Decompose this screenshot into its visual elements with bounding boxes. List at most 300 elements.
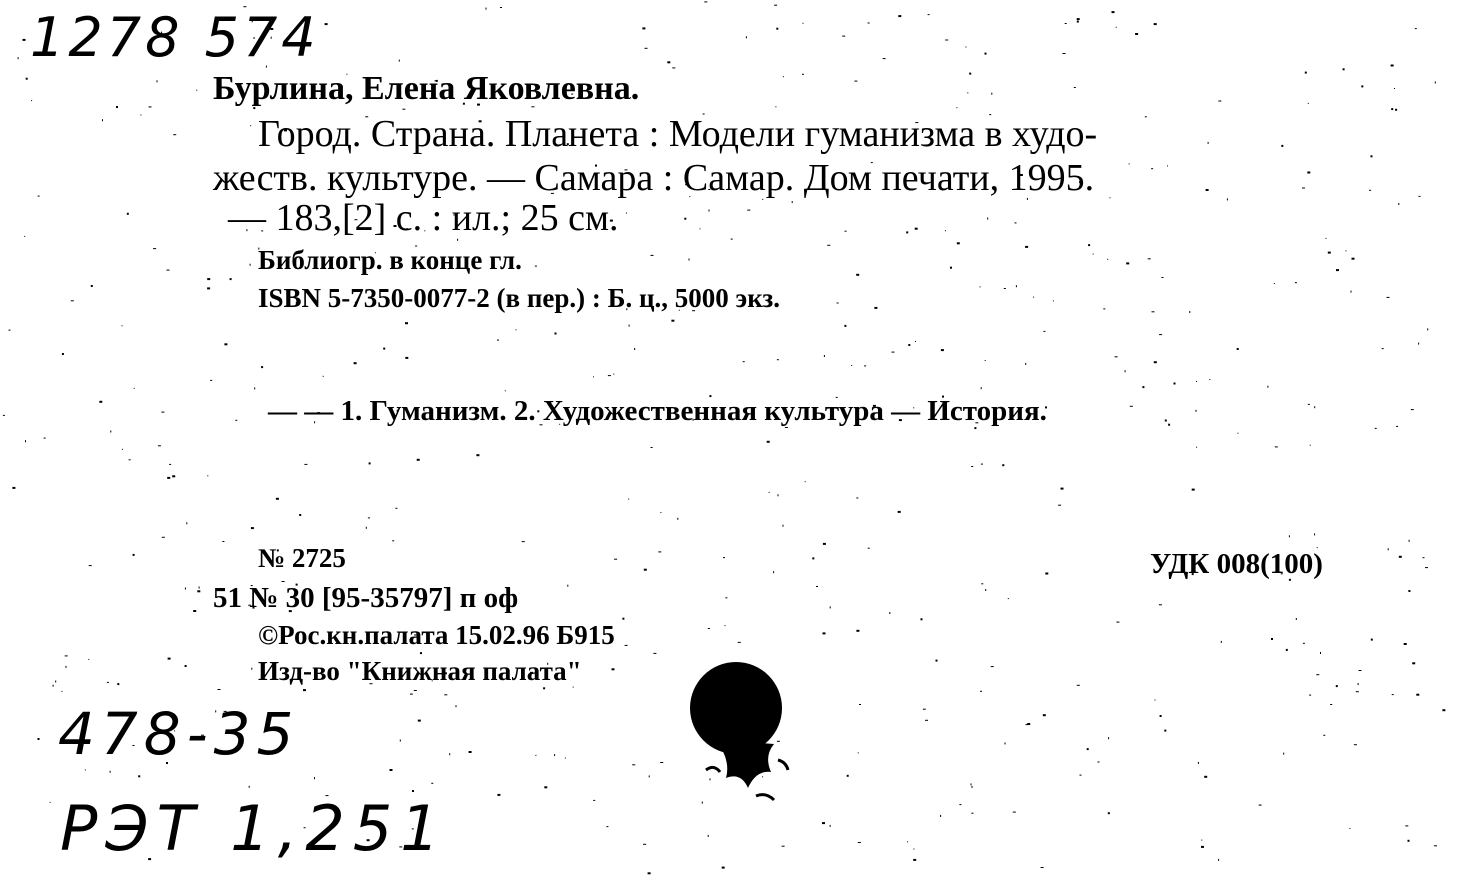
speck [925,720,928,721]
speck [392,540,394,541]
speck [1206,189,1209,191]
speck [158,445,161,446]
speck [1077,21,1079,23]
speck [299,514,301,516]
speck [261,366,263,368]
speck [99,401,102,403]
speck [991,666,994,667]
speck [725,625,726,626]
speck [23,39,26,41]
publisher-line: Изд-во "Книжная палата" [258,656,582,686]
speck [851,365,852,366]
speck [614,559,617,560]
speck [1308,404,1310,405]
speck [782,846,785,847]
speck [634,348,635,350]
author-heading: Бурлина, Елена Яковлевна. [213,70,640,107]
speck [323,376,324,377]
speck [854,81,857,82]
speck [366,527,367,529]
speck [1289,535,1290,537]
speck [149,106,152,107]
speck [1125,370,1126,372]
speck [1408,840,1410,842]
speck [971,466,973,467]
speck [722,867,725,869]
speck [1409,540,1410,542]
speck [671,320,674,322]
speck [138,775,140,777]
speck [368,517,370,518]
speck [1053,300,1054,301]
ink-stamp-blot [686,660,806,810]
speck [612,668,615,670]
speck [431,783,433,784]
speck [913,859,916,861]
speck [38,738,40,740]
speck [889,612,890,614]
speck [1394,88,1395,89]
speck [476,454,479,456]
speck [803,23,804,24]
speck [923,709,926,710]
speck [1126,262,1129,264]
speck [1063,53,1066,54]
speck [684,218,686,220]
speck [981,583,983,584]
speck [222,541,224,542]
speck [1405,825,1408,826]
speck [774,5,777,6]
speck [122,325,123,326]
speck [1061,488,1064,490]
speck [1008,598,1009,599]
speck [1074,87,1076,88]
speck [1349,828,1350,829]
speck [1310,445,1311,446]
speck [1116,622,1119,623]
speck [660,762,663,763]
speck [704,1,707,2]
speck [625,645,628,646]
speck [210,380,212,381]
speck [1151,168,1153,169]
speck [644,569,647,571]
speck [173,134,176,135]
speck [173,475,174,476]
speck [1369,190,1371,191]
speck [303,689,306,691]
speck [88,659,89,660]
speck [199,587,200,589]
speck [1218,101,1221,102]
speck [235,420,237,421]
handwritten-cipher: РЭТ 1,251 [60,792,448,865]
speck [1196,410,1197,412]
speck [369,462,371,464]
speck [708,835,709,837]
speck [1271,638,1273,640]
speck [950,267,952,269]
speck [185,665,187,667]
speck [1295,282,1297,283]
speck [1404,643,1407,645]
speck [1221,641,1222,643]
speck [1077,18,1080,20]
speck [792,201,793,203]
speck [969,73,971,75]
speck [1168,424,1170,426]
speck [38,196,40,197]
speck [1108,812,1110,814]
speck [418,720,421,722]
speck [25,440,26,442]
speck [842,36,845,37]
speck [629,325,630,327]
speck [400,740,401,742]
speck [1408,590,1410,592]
speck [1165,420,1167,422]
speck [1320,652,1321,654]
speck [1080,775,1082,776]
speck [777,359,779,360]
speck [1398,203,1399,205]
speck [651,255,654,256]
registration-line: 51 № 30 [95-35797] п оф [213,582,519,614]
speck [167,477,170,479]
speck [196,90,197,91]
speck [773,571,774,573]
speck [456,705,457,707]
speck [1016,285,1017,287]
speck [1129,163,1130,164]
speck [1359,670,1362,671]
speck [1109,197,1110,198]
speck [971,783,972,785]
speck [1259,805,1262,806]
speck [134,388,135,389]
speck [1088,244,1090,246]
speck [709,210,710,212]
speck [1142,386,1144,388]
speck [1328,252,1331,254]
speck [874,307,877,309]
speck [776,28,778,30]
speck [945,40,948,41]
speck [1427,328,1428,330]
speck [593,376,594,377]
speck [354,362,357,364]
speck [1033,297,1034,298]
speck [945,230,946,231]
speck [827,245,830,246]
speck [980,286,981,287]
speck [127,213,129,215]
speck [1004,288,1006,289]
speck [224,343,227,345]
speck [1025,246,1028,248]
speck [207,475,208,476]
speck [822,822,825,824]
speck [856,630,859,632]
speck [830,606,831,608]
speck [868,23,870,24]
speck [928,14,930,15]
speck [325,23,328,25]
speck [856,274,859,276]
speck [941,349,944,351]
speck [197,590,200,592]
speck [1423,557,1425,558]
speck [420,652,422,654]
speck [1107,259,1108,260]
speck [645,48,648,49]
speck [1274,283,1275,284]
speck [250,125,251,126]
speck [161,412,164,413]
speck [535,755,536,756]
speck [667,61,670,63]
speck [767,441,770,443]
speck [50,802,51,803]
speck [643,844,646,845]
speck [117,683,119,685]
speck [1159,334,1162,335]
speck [940,815,941,817]
speck [972,786,973,788]
speck [167,270,170,271]
speck [965,47,966,48]
speck [805,481,806,482]
speck [1375,428,1377,429]
speck [417,459,420,461]
speck [1323,735,1325,736]
speck [642,27,645,29]
speck [1361,85,1363,87]
speck [1419,196,1421,197]
speck [936,660,938,662]
speck [1302,188,1305,189]
speck [648,872,651,874]
speck [1093,254,1094,255]
speck [1392,694,1394,695]
speck [883,58,886,59]
speck [1025,363,1026,365]
speck [1346,250,1347,251]
title-line-2: жеств. культуре. — Самара : Самар. Дом печати, 1995. [213,157,1095,199]
speck [672,67,675,68]
speck [157,80,158,82]
speck [967,92,968,93]
speck [1002,464,1004,466]
speck [207,287,210,289]
speck [169,464,171,465]
speck [71,300,74,301]
speck [658,551,661,552]
speck [162,537,165,538]
speck [497,340,499,341]
speck [89,565,92,566]
speck [1015,222,1017,223]
speck [1043,331,1045,332]
speck [723,557,725,558]
speck [1307,172,1310,174]
card-number: № 2725 [258,543,346,573]
speck [1162,277,1164,278]
speck [102,119,103,121]
speck [1418,343,1419,345]
subject-headings: — — 1. Гуманизм. 2. Художественная культура — История. [268,395,1047,427]
speck [1371,639,1373,641]
speck [769,492,770,493]
speck [1208,142,1209,144]
speck [1065,23,1067,24]
speck [1160,715,1162,717]
speck [1196,381,1197,382]
speck [649,775,650,777]
speck [383,348,385,350]
speck [1305,72,1307,74]
speck [1013,812,1016,813]
speck [12,487,15,489]
speck [53,685,54,687]
speck [186,522,187,524]
speck [626,213,627,214]
speck [207,278,210,280]
speck [858,842,861,843]
speck [1174,383,1176,385]
speck [622,618,624,620]
speck [1167,165,1168,166]
speck [1041,867,1044,868]
speck [516,329,517,330]
speck [1077,685,1080,686]
speck [783,525,784,527]
speck [185,588,186,590]
speck [251,668,252,670]
speck [689,259,690,261]
speck [110,431,111,433]
isbn-line: ISBN 5-7350-0077-2 (в пер.) : Б. ц., 5000 экз. [258,283,780,313]
speck [26,78,28,80]
speck [1155,700,1156,701]
speck [1336,269,1339,271]
speck [140,115,141,116]
speck [402,109,405,110]
speck [1330,704,1332,705]
speck [823,632,826,634]
speck [959,804,961,805]
speck [1412,662,1415,664]
speck [1425,567,1428,568]
speck [1356,691,1359,692]
speck [249,786,250,788]
speck [500,7,502,8]
speck [1237,348,1239,350]
speck [783,76,784,77]
speck [1352,258,1355,260]
speck [985,360,986,361]
speck [193,610,196,612]
udk-classification: УДК 008(100) [1150,548,1323,580]
speck [915,228,918,230]
speck [1314,406,1315,408]
speck [898,15,901,17]
speck [1218,859,1219,861]
speck [1152,311,1155,312]
speck [1192,489,1195,491]
speck [65,655,68,656]
speck [107,682,109,683]
speck [1283,753,1284,755]
speck [1354,744,1357,745]
speck [3,415,5,416]
speck [987,218,988,220]
speck [1391,108,1393,110]
speck [554,754,555,756]
speck [565,758,566,759]
speck [1343,68,1345,70]
speck [250,264,251,266]
speck [1145,116,1147,117]
speck [168,658,171,660]
speck [847,775,849,777]
speck [660,512,661,513]
speck [230,278,232,280]
speck [129,459,131,460]
speck [1108,737,1109,739]
speck [1098,762,1100,763]
speck [304,464,307,465]
speck [1116,27,1117,28]
speck [802,74,804,75]
speck [746,36,747,38]
speck [1336,685,1338,687]
speck [1058,505,1061,506]
speck [913,849,914,850]
speck [907,841,908,842]
speck [1296,618,1297,620]
speck [747,210,750,211]
speck [957,242,960,244]
speck [837,303,839,304]
speck [1395,109,1397,111]
speck [1415,28,1417,29]
speck [1103,308,1105,309]
speck [991,93,992,95]
speck [908,344,910,346]
speck [9,330,11,331]
speck [1387,297,1390,298]
speck [543,687,545,689]
speck [608,375,611,376]
speck [980,691,982,692]
speck [1164,730,1166,732]
speck [399,60,400,62]
speck [1227,198,1228,200]
speck [1358,683,1359,685]
speck [555,333,557,335]
speck [1154,23,1157,25]
speck [1159,604,1162,605]
speck [830,825,831,827]
speck [218,689,221,690]
speck [864,365,866,366]
speck [593,800,595,801]
speck [858,752,859,753]
copyright-line: ©Рос.кн.палата 15.02.96 Б915 [258,620,615,650]
speck [1416,694,1419,696]
